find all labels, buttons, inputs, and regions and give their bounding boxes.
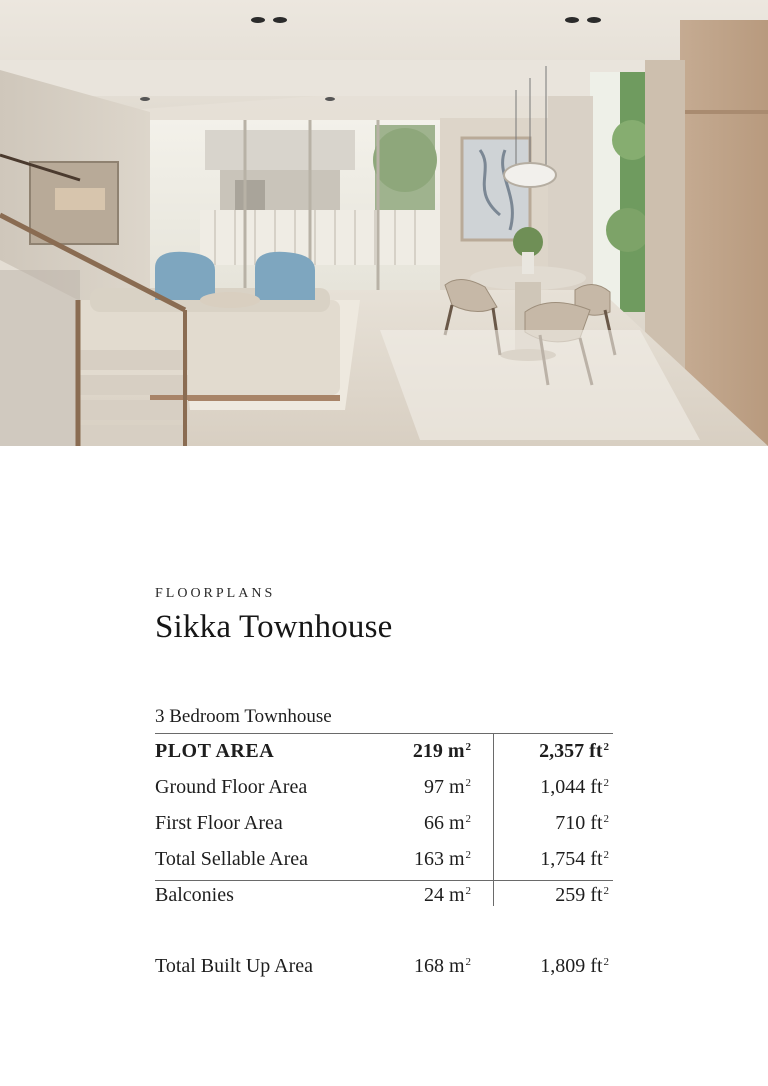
interior-render-image [0, 0, 768, 446]
table-row-plot-area [155, 736, 613, 766]
table-row-ground-floor [155, 772, 613, 802]
row-label: Balconies [155, 884, 234, 906]
row-value-sqm: 66 $m^2$ [423, 812, 471, 834]
row-value-sqft: 710 $ft^2$ [555, 812, 609, 834]
row-label: Ground Floor Area [155, 776, 308, 798]
row-label: Total Built Up Area [155, 955, 314, 977]
table-row-balconies [155, 880, 613, 910]
row-value-sqft: 1,044 $ft^2$ [540, 776, 609, 798]
row-label: PLOT AREA [155, 740, 275, 762]
row-value-sqm: 168 $m^2$ [413, 955, 471, 977]
unit-type-label: 3 Bedroom Townhouse [155, 706, 332, 727]
row-label: Total Sellable Area [155, 848, 308, 870]
row-value-sqft: 259 $ft^2$ [555, 884, 609, 906]
row-value-sqft: 2,357 $ft^2$ [539, 740, 609, 762]
page-title: Sikka Townhouse [155, 609, 393, 645]
row-value-sqft: 1,809 $ft^2$ [540, 955, 609, 977]
row-value-sqm: 219 $m^2$ [412, 740, 471, 762]
table-row-total-sellable [155, 844, 613, 874]
row-value-sqft: 1,754 $ft^2$ [540, 848, 609, 870]
section-eyebrow: FLOORPLANS [155, 586, 276, 601]
row-value-sqm: 97 $m^2$ [423, 776, 471, 798]
row-value-sqm: 24 $m^2$ [423, 884, 471, 906]
table-row-total-built-up [155, 951, 613, 981]
row-label: First Floor Area [155, 812, 283, 834]
table-top-rule [155, 733, 613, 734]
table-row-first-floor [155, 808, 613, 838]
interior-render-graphic [0, 0, 768, 446]
row-value-sqm: 163 $m^2$ [413, 848, 471, 870]
